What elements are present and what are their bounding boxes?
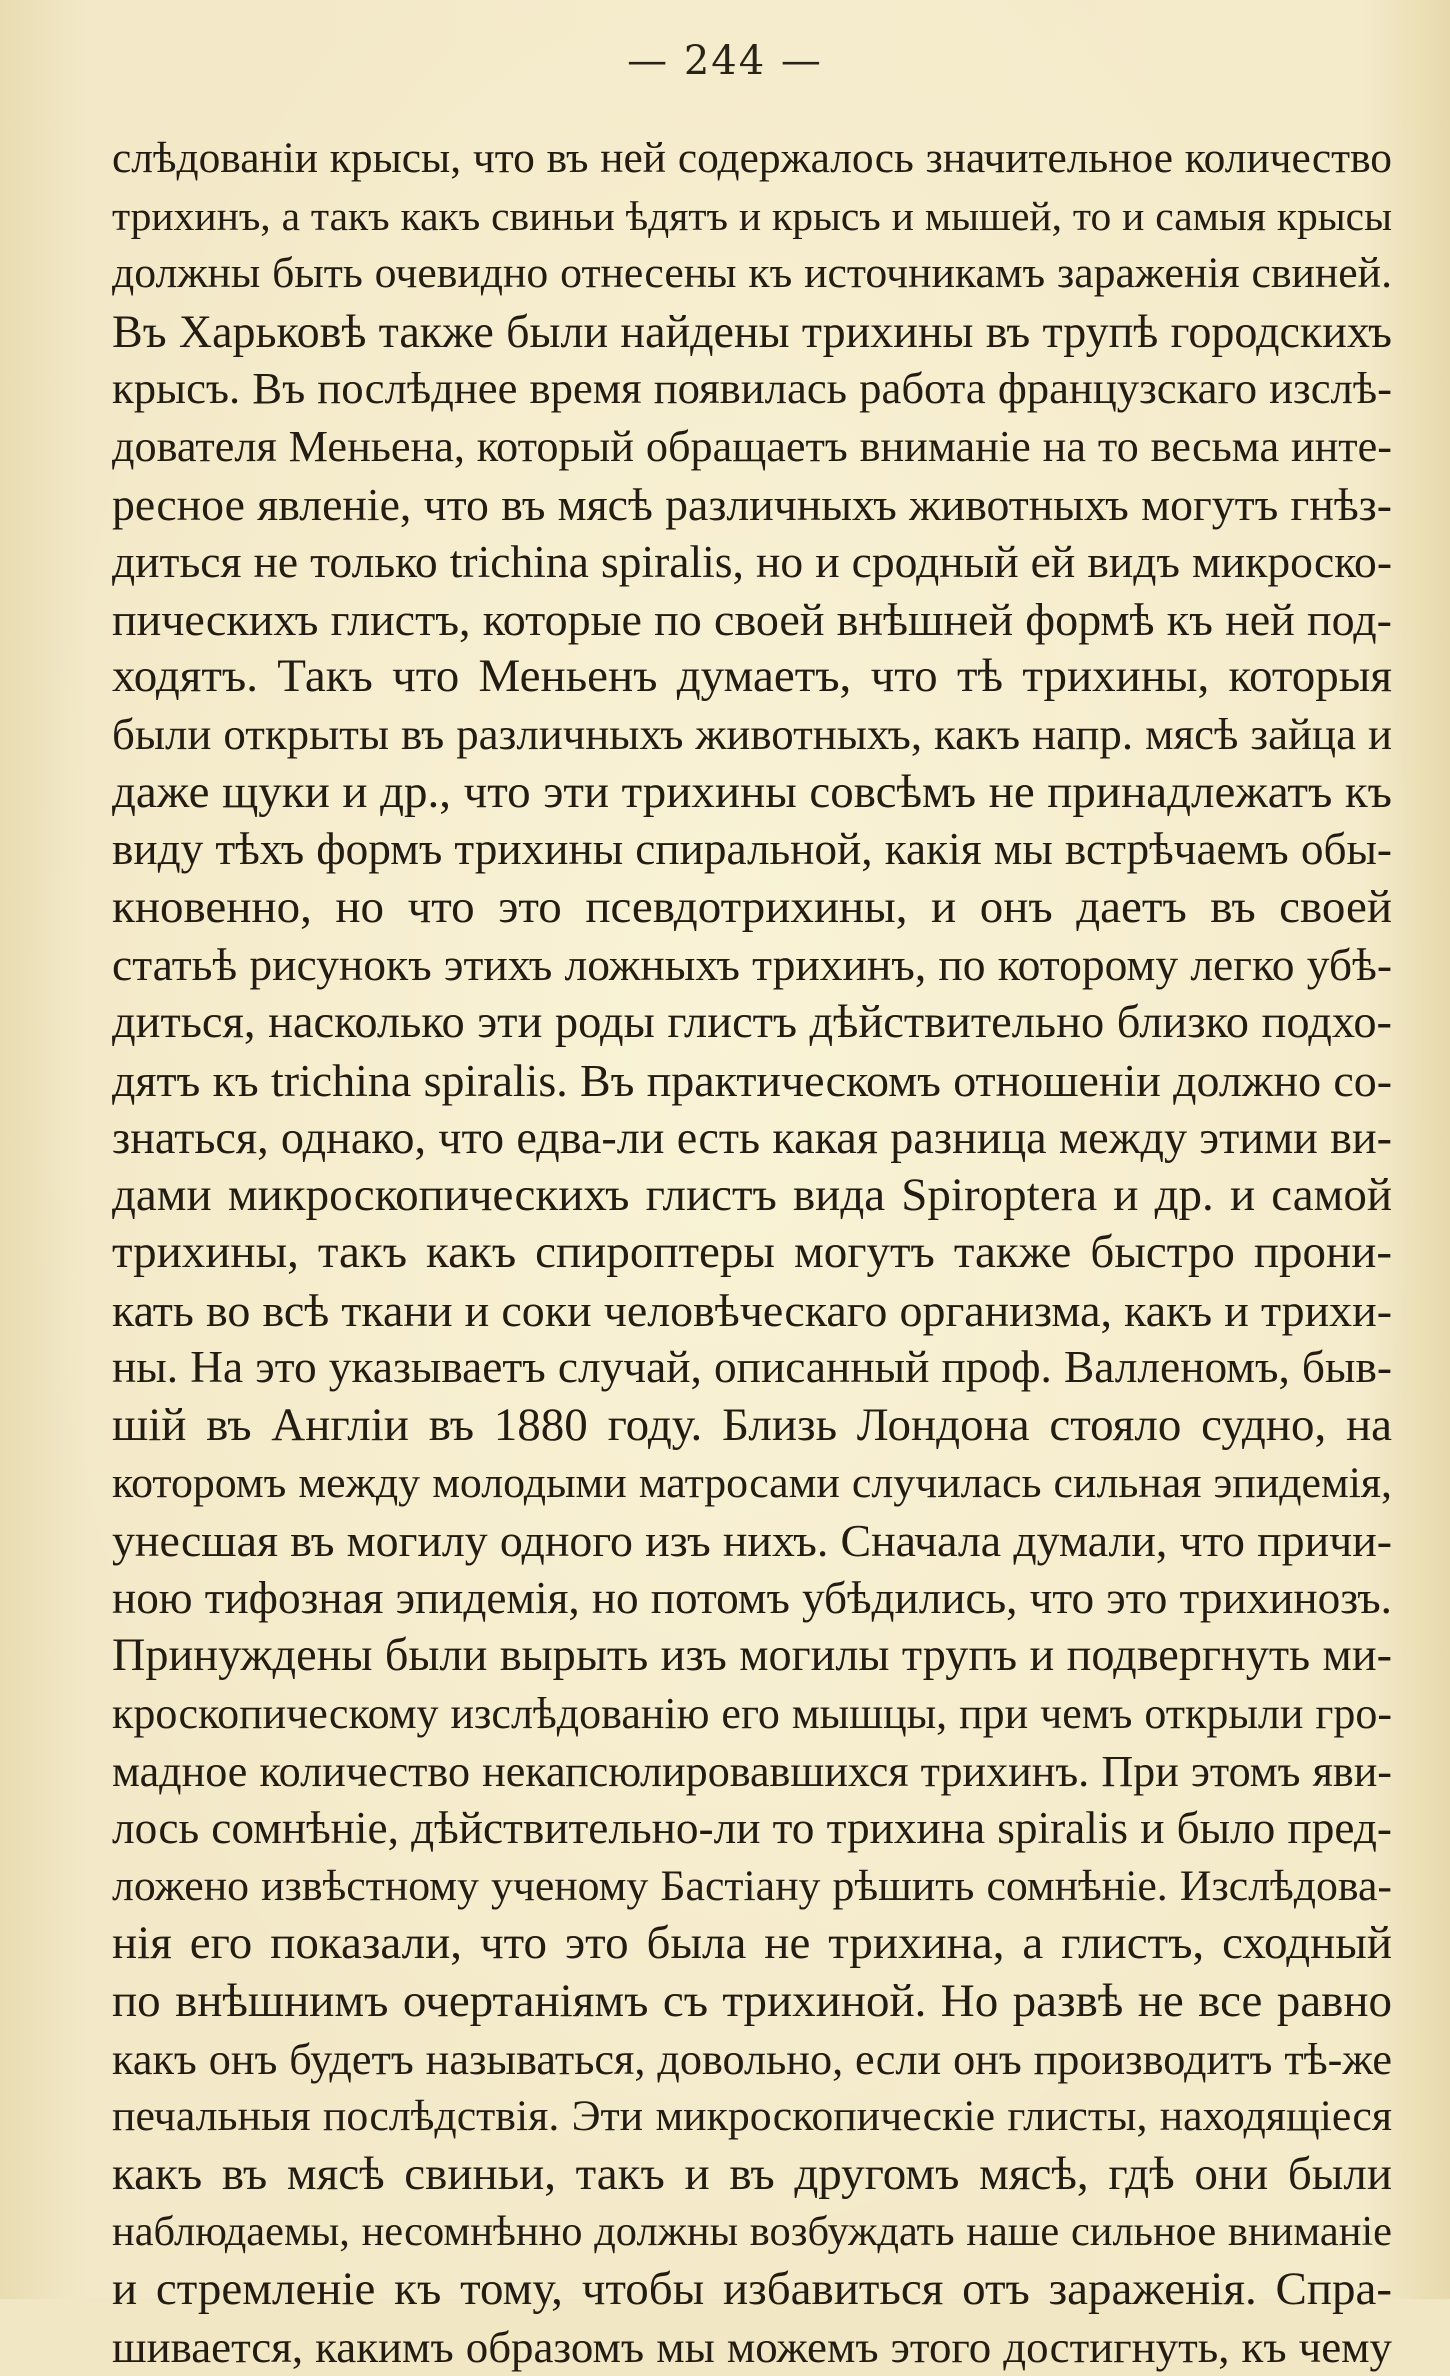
text-line: ною тифозная эпидемія, но потомъ убѣдились, что это трихинозъ. [112, 1572, 1392, 1623]
text-line: которомъ между молодыми матросами случилась сильная эпидемія, [112, 1458, 1392, 1507]
text-line: наблюдаемы, несомнѣнно должны возбуждать наше сильное вниманіе [112, 2208, 1392, 2256]
text-line: мадное количество некапсюлировавшихся трихинъ. При этомъ яви- [112, 1746, 1392, 1796]
text-line: и стремленіе къ тому, чтобы избавиться отъ зараженія. Спра- [112, 2262, 1392, 2315]
text-line: диться, насколько эти роды глистъ дѣйствительно близко подхо- [112, 996, 1392, 1048]
text-line: дами микроскопическихъ глистъ вида Spiroptera и др. и самой [112, 1168, 1392, 1221]
text-line: Принуждены были вырыть изъ могилы трупъ и подвергнуть ми- [112, 1630, 1392, 1682]
text-line: трихины, такъ какъ спироптеры могутъ также быстро прони- [112, 1226, 1392, 1279]
text-line: трихинъ, а такъ какъ свиньи ѣдятъ и крысъ и мышей, то и самыя крысы [112, 192, 1392, 239]
text-line: унесшая въ могилу одного изъ нихъ. Сначала думали, что причи- [112, 1515, 1392, 1567]
page-number: — 244 — [627, 38, 823, 84]
text-line: по внѣшнимъ очертаніямъ съ трихиной. Но развѣ не все равно [112, 1975, 1392, 2027]
text-line: ресное явленіе, что въ мясѣ различныхъ животныхъ могутъ гнѣз- [112, 478, 1392, 530]
text-line: кать во всѣ ткани и соки человѣческаго организма, какъ и трихи- [112, 1284, 1392, 1336]
text-line: знаться, однако, что едва-ли есть какая разница между этими ви- [112, 1112, 1392, 1164]
text-line: кновенно, но что это псевдотрихины, и онъ даетъ въ своей [112, 880, 1392, 933]
text-line: какъ онъ будетъ называться, довольно, если онъ производитъ тѣ-же [112, 2034, 1392, 2084]
text-line: статьѣ рисунокъ этихъ ложныхъ трихинъ, по которому легко убѣ- [112, 939, 1392, 991]
text-line: дователя Меньена, который обращаетъ вниманіе на то весьма инте- [112, 421, 1392, 471]
text-line: крысъ. Въ послѣднее время появилась работа французскаго изслѣ- [112, 363, 1392, 414]
text-line: ны. На это указываетъ случай, описанный проф. Валленомъ, быв- [112, 1342, 1392, 1393]
text-line: кроскопическому изслѣдованію его мышцы, при чемъ открыли гро- [112, 1689, 1392, 1739]
text-line: ложено извѣстному ученому Бастіану рѣшить сомнѣніе. Изслѣдова- [112, 1861, 1392, 1910]
text-line: слѣдованіи крысы, что въ ней содержалось значительное количество [112, 134, 1392, 182]
text-line: лось сомнѣніе, дѣйствительно-ли то трихина spiralis и было пред- [112, 1803, 1392, 1854]
text-line: дятъ къ trichina spiralis. Въ практическомъ отношеніи должно со- [112, 1054, 1392, 1106]
text-line: виду тѣхъ формъ трихины спиральной, какія мы встрѣчаемъ обы- [112, 824, 1392, 875]
text-line: должны быть очевидно отнесены къ источникамъ зараженія свиней. [112, 249, 1392, 298]
text-line: печальныя послѣдствія. Эти микроскопическіе глисты, находящіеся [112, 2092, 1392, 2141]
text-line: Въ Харьковѣ также были найдены трихины въ трупѣ городскихъ [112, 305, 1392, 357]
text-line: нія его показали, что это была не трихина, а глистъ, сходный [112, 1917, 1392, 1970]
text-line: были открыты въ различныхъ животныхъ, какъ напр. мясѣ зайца и [112, 708, 1392, 759]
body-text [112, 130, 1392, 2376]
text-line: даже щуки и др., что эти трихины совсѣмъ не принадлежатъ къ [112, 765, 1392, 818]
text-line: ходятъ. Такъ что Меньенъ думаетъ, что тѣ трихины, которыя [112, 650, 1392, 703]
text-line: какъ въ мясѣ свиньи, такъ и въ другомъ мясѣ, гдѣ они были [112, 2147, 1392, 2200]
text-line: диться не только trichina spiralis, но и сродный ей видъ микроско- [112, 536, 1392, 588]
text-line: шій въ Англіи въ 1880 году. Близь Лондона стояло судно, на [112, 1399, 1392, 1452]
text-line: пическихъ глистъ, которые по своей внѣшней формѣ къ ней под- [112, 593, 1392, 645]
text-line: шивается, какимъ образомъ мы можемъ этого достигнуть, къ чему [112, 2321, 1392, 2372]
